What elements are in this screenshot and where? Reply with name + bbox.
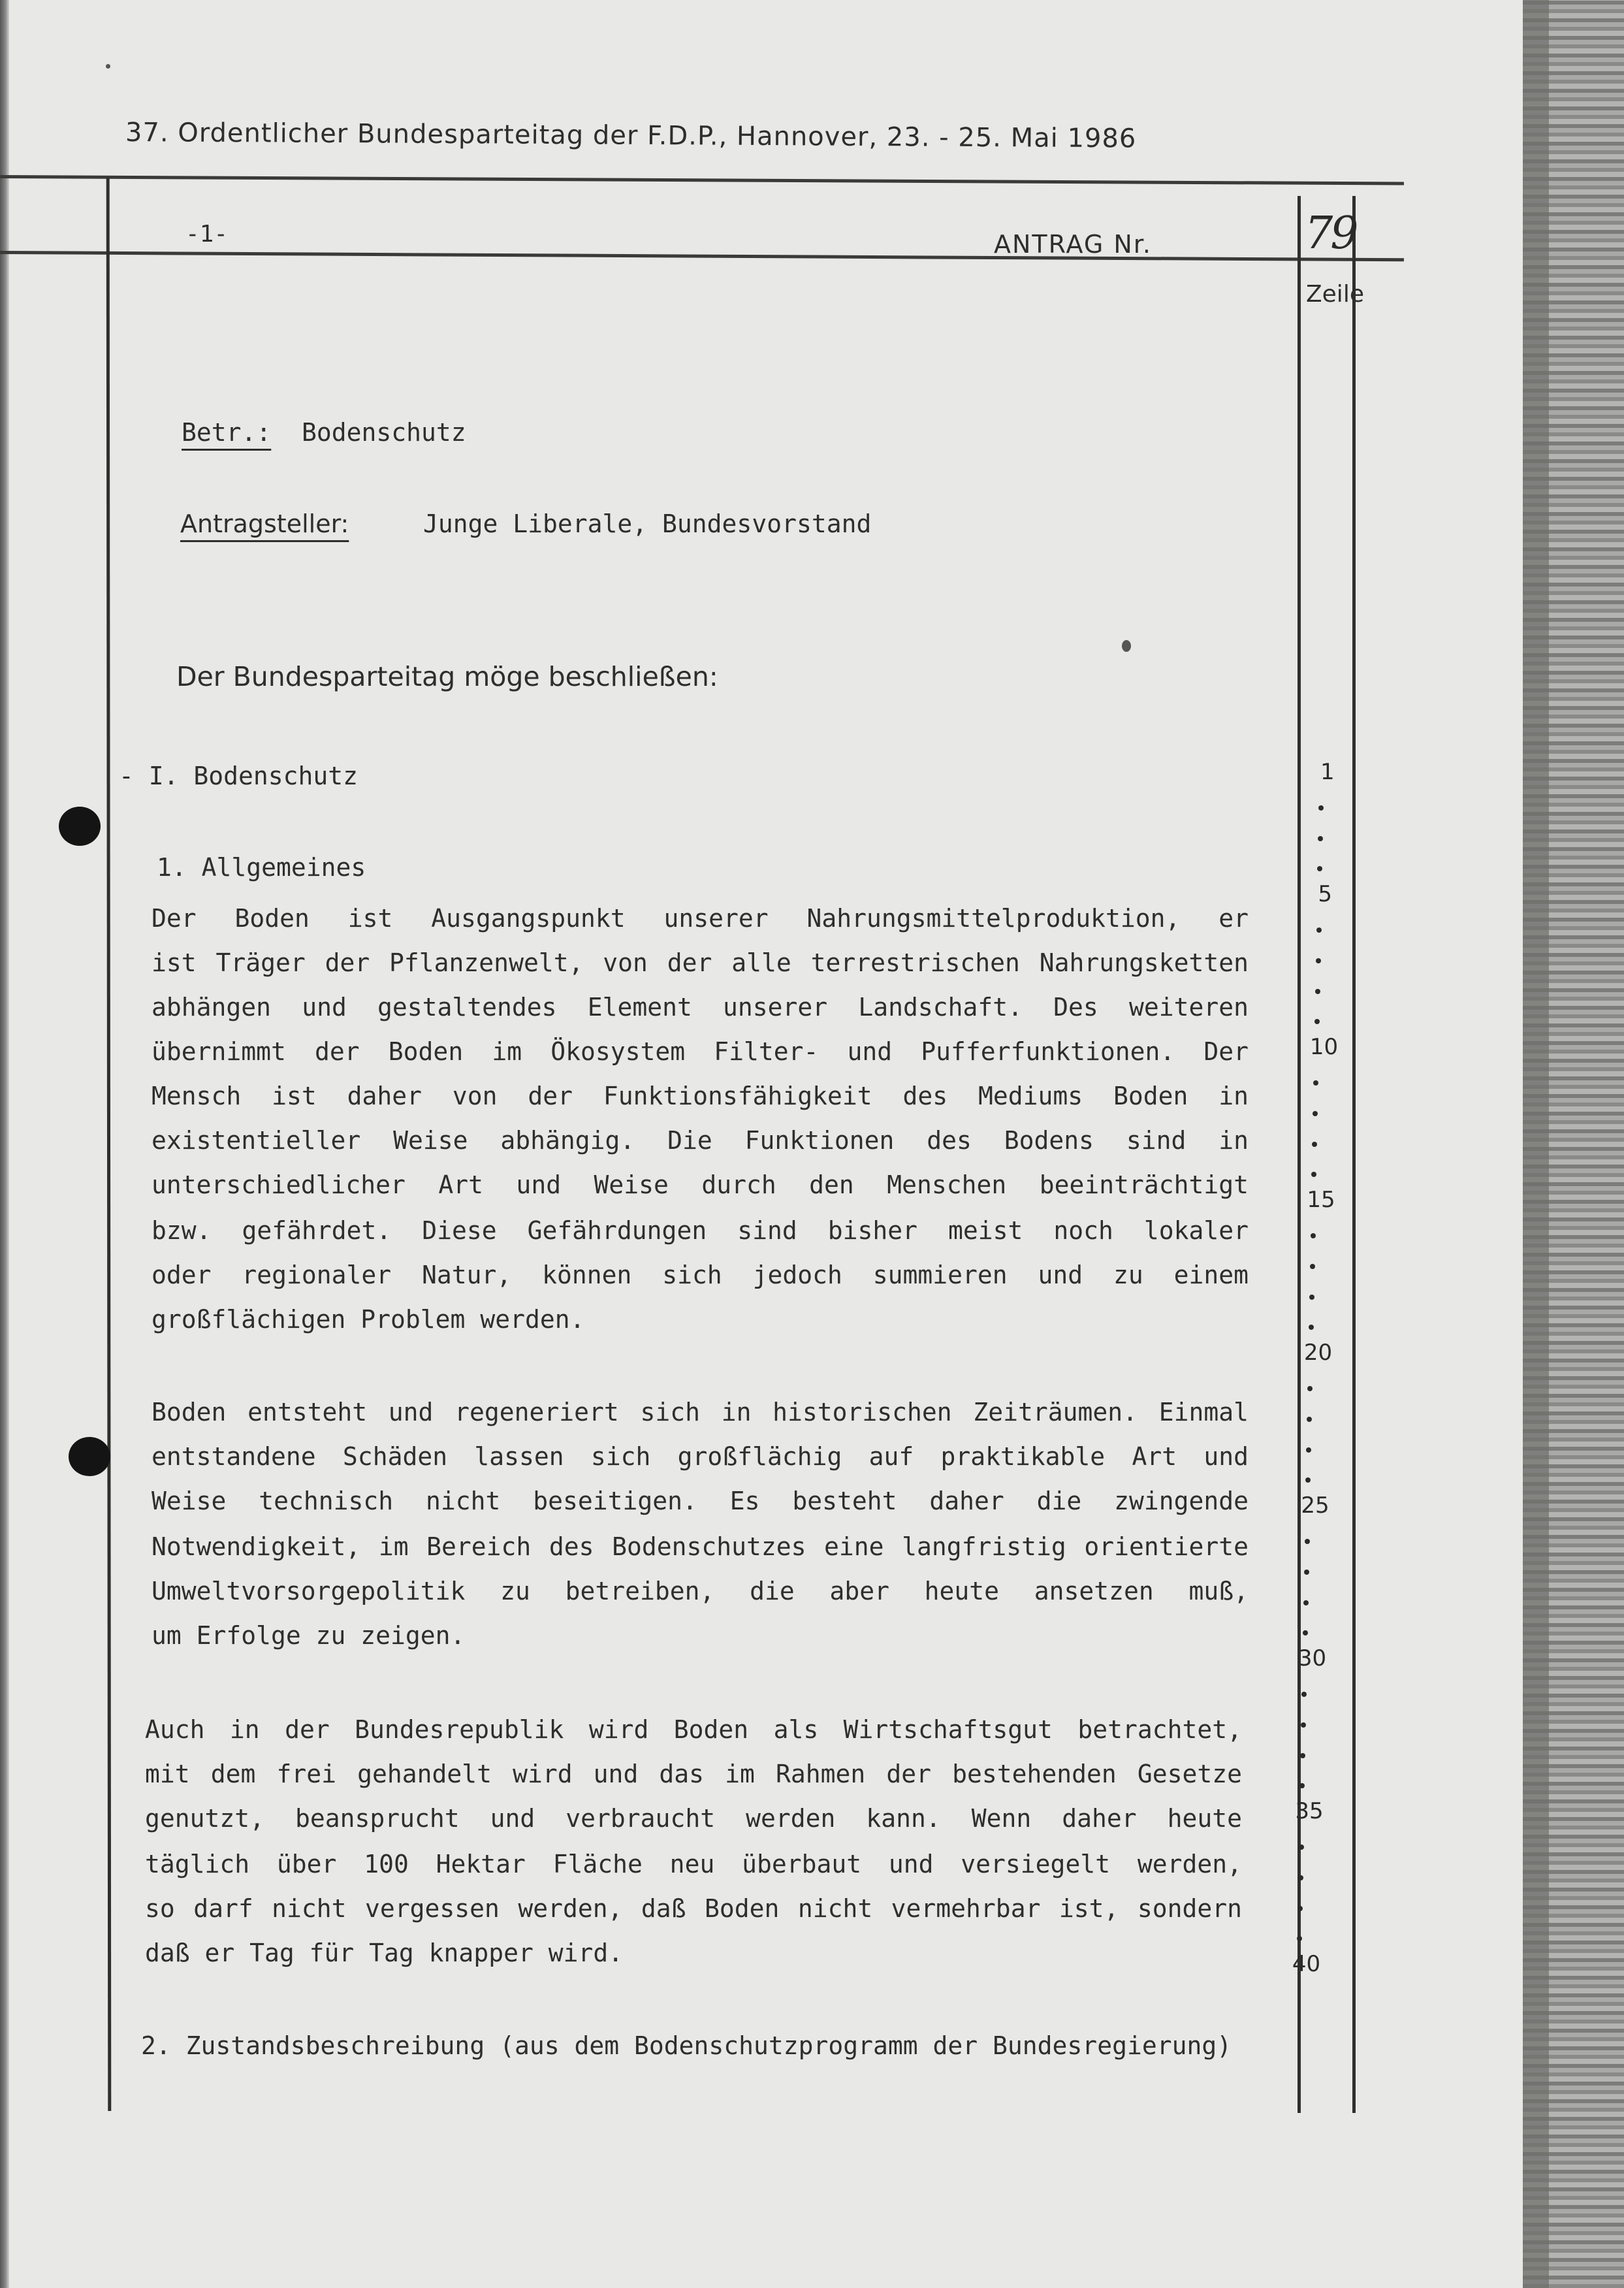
line-marker-dot xyxy=(1318,805,1324,811)
section-title-text: I. Bodenschutz xyxy=(148,762,358,790)
body-line: abhängen und gestaltendes Element unserer Landschaft. Des weiteren xyxy=(151,993,1249,1022)
section-title xyxy=(119,762,358,790)
body-line: Weise technisch nicht beseitigen. Es besteht daher die zwingende xyxy=(151,1487,1249,1515)
betr-label: Betr.: xyxy=(182,418,272,447)
body-line: Der Boden ist Ausgangspunkt unserer Nahrungsmittelproduktion, er xyxy=(151,904,1249,933)
line-marker-dot xyxy=(1307,1417,1312,1422)
line-marker-dot xyxy=(1303,1600,1309,1605)
line-marker-dot xyxy=(1298,1875,1303,1880)
zeile-label: Zeile xyxy=(1306,281,1364,308)
body-line: entstandene Schäden lassen sich großflächig auf praktikable Art und xyxy=(151,1442,1249,1471)
line-number: 5 xyxy=(1318,881,1333,908)
antragsteller-value: Junge Liberale, Bundesvorstand xyxy=(423,509,872,538)
subsection-title: 1. Allgemeines xyxy=(157,853,366,882)
line-marker-dot xyxy=(1313,1080,1318,1086)
body-line: unterschiedlicher Art und Weise durch den Menschen beeinträchtigt xyxy=(151,1170,1249,1199)
line-marker-dot xyxy=(1318,836,1323,841)
antragsteller-label: Antragsteller: xyxy=(180,509,349,538)
line-marker-dot xyxy=(1299,1845,1304,1850)
scan-shadow-strip xyxy=(1523,0,1624,2288)
conference-header: 37. Ordentlicher Bundesparteitag der F.D.P., Hannover, 23. - 25. Mai 1986 xyxy=(125,118,1137,154)
line-marker-dot xyxy=(1312,1142,1317,1147)
line-number: 25 xyxy=(1301,1492,1329,1519)
body-line: Umweltvorsorgepolitik zu betreiben, die aber heute ansetzen muß, xyxy=(151,1577,1249,1605)
resolution-statement: Der Bundesparteitag möge beschließen: xyxy=(176,661,718,692)
body-line: so darf nicht vergessen werden, daß Boden nicht vermehrbar ist, sondern xyxy=(145,1894,1242,1923)
body-line: daß er Tag für Tag knapper wird. xyxy=(145,1939,624,1967)
line-marker-dot xyxy=(1298,1906,1303,1911)
line-marker-dot xyxy=(1315,989,1320,994)
body-line: Auch in der Bundesrepublik wird Boden als Wirtschaftsgut betrachtet, xyxy=(145,1715,1242,1744)
line-marker-dot xyxy=(1300,1753,1305,1758)
body-line: Notwendigkeit, im Bereich des Bodenschutzes eine langfristig orientierte xyxy=(151,1532,1249,1561)
line-marker-dot xyxy=(1311,1233,1316,1238)
line-marker-dot xyxy=(1316,927,1322,933)
body-line: oder regionaler Natur, können sich jedoch summieren und zu einem xyxy=(151,1261,1249,1289)
punch-hole xyxy=(59,807,101,846)
betr-value: Bodenschutz xyxy=(302,418,466,447)
line-number: 40 xyxy=(1292,1951,1321,1978)
antrag-label: ANTRAG Nr. xyxy=(994,230,1152,259)
line-marker-dot xyxy=(1316,958,1321,963)
body-line: ist Träger der Pflanzenwelt, von der alle terrestrischen Nahrungsketten xyxy=(151,948,1249,977)
body-line: Mensch ist daher von der Funktionsfähigkeit des Mediums Boden in xyxy=(151,1082,1249,1110)
line-marker-dot xyxy=(1310,1264,1315,1269)
line-number: 20 xyxy=(1303,1340,1333,1366)
line-number: 15 xyxy=(1307,1187,1335,1214)
scan-left-edge xyxy=(0,0,9,2288)
line-number: 10 xyxy=(1309,1034,1339,1061)
antrag-number-handwritten: 79 xyxy=(1305,208,1356,259)
line-number-column-left-border xyxy=(1298,196,1301,2113)
body-line: mit dem frei gehandelt wird und das im Rahmen der bestehenden Gesetze xyxy=(145,1760,1242,1788)
body-line: bzw. gefährdet. Diese Gefährdungen sind bisher meist noch lokaler xyxy=(151,1216,1249,1245)
body-line: genutzt, beansprucht und verbraucht werden kann. Wenn daher heute xyxy=(145,1804,1242,1833)
line-marker-dot xyxy=(1307,1386,1313,1391)
body-line: existentieller Weise abhängig. Die Funktionen des Bodens sind in xyxy=(151,1126,1249,1155)
line-number-column-right-border xyxy=(1352,196,1356,2113)
line-number: 1 xyxy=(1320,759,1335,785)
dust-speck xyxy=(1122,640,1131,652)
dust-speck xyxy=(106,64,110,69)
line-marker-dot xyxy=(1313,1111,1318,1116)
line-marker-dot xyxy=(1305,1539,1310,1544)
body-line: täglich über 100 Hektar Fläche neu überbaut und versiegelt werden, xyxy=(145,1850,1242,1878)
page-number: -1- xyxy=(185,221,229,248)
body-line: großflächigen Problem werden. xyxy=(151,1305,585,1334)
body-line: um Erfolge zu zeigen. xyxy=(151,1621,466,1650)
line-number: 35 xyxy=(1295,1798,1324,1825)
line-marker-dot xyxy=(1306,1447,1311,1453)
line-marker-dot xyxy=(1301,1692,1307,1697)
line-marker-dot xyxy=(1309,1295,1314,1300)
punch-hole xyxy=(69,1437,110,1476)
subsection-title: 2. Zustandsbeschreibung (aus dem Bodenschutzprogramm der Bundesregierung) xyxy=(141,2031,1232,2060)
line-number: 30 xyxy=(1298,1645,1327,1672)
line-marker-dot xyxy=(1301,1722,1306,1728)
body-line: übernimmt der Boden im Ökosystem Filter- und Pufferfunktionen. Der xyxy=(151,1037,1249,1066)
bullet-dash: - xyxy=(119,762,149,790)
body-line: Boden entsteht und regeneriert sich in historischen Zeiträumen. Einmal xyxy=(151,1398,1249,1426)
line-marker-dot xyxy=(1304,1570,1309,1575)
